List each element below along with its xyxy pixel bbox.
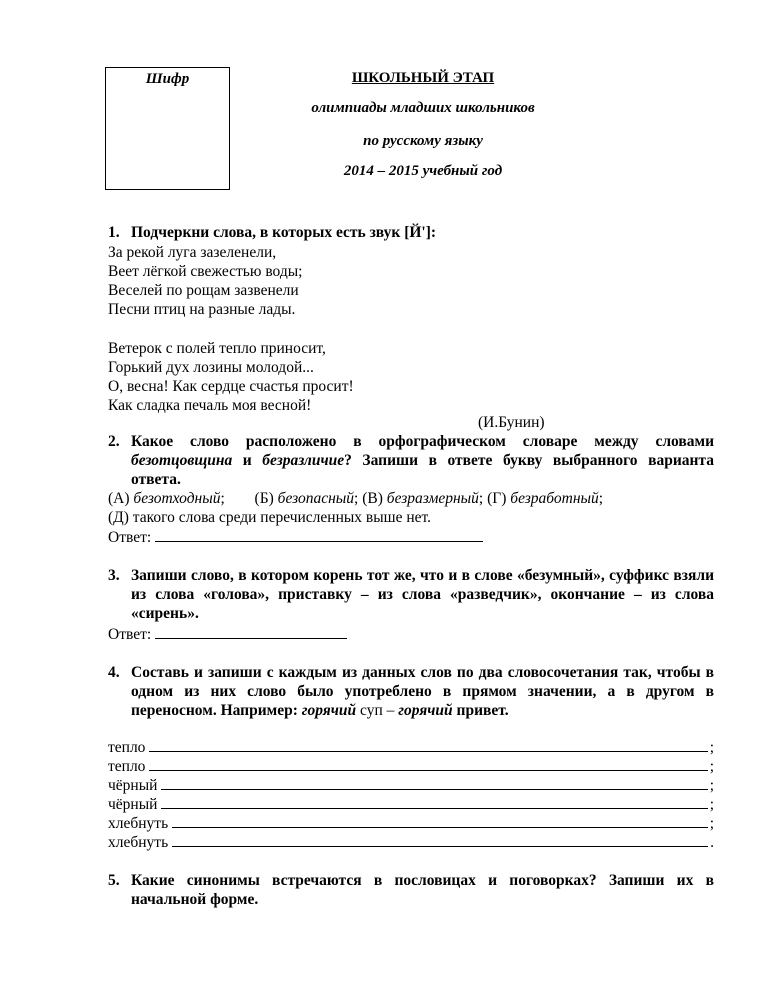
question-3 xyxy=(108,566,714,623)
answer-label: Ответ: xyxy=(108,529,156,546)
question-number: 2. xyxy=(108,433,120,450)
question-text xyxy=(108,432,714,489)
text-part: и xyxy=(232,452,263,469)
question-1 xyxy=(108,223,714,242)
answer-options xyxy=(108,489,603,508)
poem-line: Как сладка печаль моя весной! xyxy=(108,397,312,414)
question-text: Какие синонимы встречаются в пословицах и поговорках? Запиши их в начальной форме. xyxy=(131,872,714,908)
answer-blank[interactable] xyxy=(172,834,708,847)
poem-line: Веселей по рощам зазвенели xyxy=(108,282,299,299)
text-part: Какое слово расположено в орфографическом словаре между словами xyxy=(131,433,714,450)
word-italic: безразличие xyxy=(262,452,345,469)
question-4 xyxy=(108,663,714,720)
poem-line: Веет лёгкой свежестью воды; xyxy=(108,263,303,280)
row-word: хлебнуть xyxy=(108,815,169,832)
option-g: (Г) безработный; xyxy=(487,490,604,507)
answer-blank[interactable] xyxy=(149,739,707,752)
question-number: 5. xyxy=(108,872,120,889)
page-title: ШКОЛЬНЫЙ ЭТАП xyxy=(351,70,495,86)
row-end: ; xyxy=(709,777,714,794)
poem-line: Горький дух лозины молодой... xyxy=(108,359,314,376)
answer-line xyxy=(108,624,347,644)
header-subtitle: олимпиады младших школьников xyxy=(311,100,535,116)
text-part: суп – xyxy=(356,702,399,719)
word-italic: горячий xyxy=(398,702,453,719)
option-d: (Д) такого слова среди перечисленных выше нет. xyxy=(108,509,432,526)
row-end: ; xyxy=(709,739,714,756)
answer-line xyxy=(108,527,483,547)
poem-line: За рекой луга зазеленели, xyxy=(108,244,277,261)
answer-blank[interactable] xyxy=(161,777,707,790)
poem-author: (И.Бунин) xyxy=(478,414,545,431)
option-b: (Б) безопасный; xyxy=(254,490,359,507)
answer-blank[interactable] xyxy=(149,758,707,771)
text-part: ? Запиши в ответе букву выбранного варианта ответа. xyxy=(131,452,714,488)
row-end: ; xyxy=(709,758,714,775)
answer-blank[interactable] xyxy=(155,624,347,639)
row-end: ; xyxy=(709,796,714,813)
fill-row xyxy=(108,833,714,852)
answer-blank[interactable] xyxy=(161,796,707,809)
answer-label: Ответ: xyxy=(108,626,156,643)
cipher-box xyxy=(105,67,230,190)
question-5 xyxy=(108,871,714,909)
row-word: тепло xyxy=(108,758,146,775)
question-number: 1. xyxy=(108,224,120,241)
answer-blank[interactable] xyxy=(172,815,708,828)
header-year: 2014 – 2015 учебный год xyxy=(343,163,503,179)
word-italic: горячий xyxy=(301,702,357,719)
row-word: чёрный xyxy=(108,796,158,813)
header-subject: по русскому языку xyxy=(363,133,483,149)
word-italic: безотцовщина xyxy=(131,452,233,469)
text-part: привет. xyxy=(452,702,509,719)
row-word: тепло xyxy=(108,739,146,756)
fill-row xyxy=(108,776,714,795)
text-part: Составь и запиши с каждым из данных слов по два словосочетания так, чтобы в одном из них слово было употреблено в прямом значении, а в другом в переносном. Например: xyxy=(131,664,714,719)
question-2 xyxy=(108,432,714,489)
row-end: ; xyxy=(709,815,714,832)
answer-blank[interactable] xyxy=(155,527,483,542)
poem-line: Ветерок с полей тепло приносит, xyxy=(108,340,326,357)
question-number: 3. xyxy=(108,567,120,584)
row-word: чёрный xyxy=(108,777,158,794)
question-text xyxy=(108,663,714,720)
fill-row xyxy=(108,814,714,833)
option-v: (В) безразмерный; xyxy=(362,490,484,507)
poem-line: Песни птиц на разные лады. xyxy=(108,301,296,318)
fill-row xyxy=(108,738,714,757)
question-number: 4. xyxy=(108,664,120,681)
cipher-label: Шифр xyxy=(145,71,190,87)
fill-row xyxy=(108,757,714,776)
row-word: хлебнуть xyxy=(108,834,169,851)
fill-row xyxy=(108,795,714,814)
row-end: . xyxy=(710,834,714,851)
question-text: Подчеркни слова, в которых есть звук [Й']: xyxy=(131,224,437,241)
question-text: Запиши слово, в котором корень тот же, что и в слове «безумный», суффикс взяли из слова «голова», приставку – из слова «разведчик», окончание – из слова «сирень». xyxy=(131,567,714,622)
poem-line: О, весна! Как сердце счастья просит! xyxy=(108,378,354,395)
option-a: (А) безотходный; xyxy=(108,490,225,507)
